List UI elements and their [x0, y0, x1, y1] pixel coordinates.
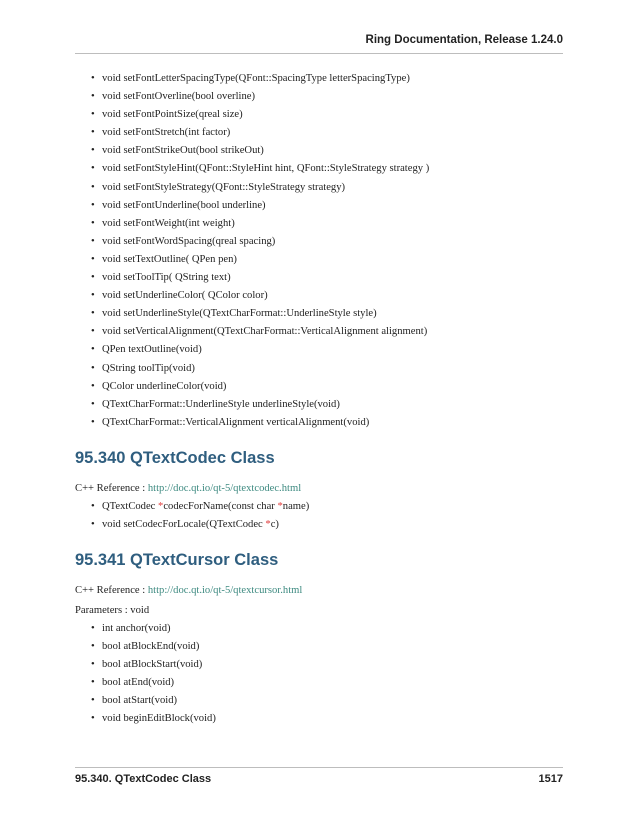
- list-item: • void setFontStyleStrategy(QFont::StyleStrategy strategy): [91, 181, 563, 195]
- list-item: • void setFontLetterSpacingType(QFont::SpacingType letterSpacingType): [91, 72, 563, 86]
- list-item: • void setCodecForLocale(QTextCodec *c): [91, 518, 563, 532]
- list-item: • QTextCodec *codecForName(const char *name): [91, 500, 563, 514]
- list-item: • void setFontOverline(bool overline): [91, 90, 563, 104]
- list-item: • void setFontWordSpacing(qreal spacing): [91, 235, 563, 249]
- section-heading-qtextcursor: 95.341 QTextCursor Class: [75, 550, 279, 569]
- list-item: • void setFontStrikeOut(bool strikeOut): [91, 144, 563, 158]
- list-item: • QPen textOutline(void): [91, 343, 563, 357]
- list-item: • bool atBlockStart(void): [91, 658, 563, 672]
- list-item: • void setToolTip( QString text): [91, 271, 563, 285]
- list-item: • void setFontStyleHint(QFont::StyleHint hint, QFont::StyleStrategy strategy ): [91, 162, 563, 176]
- page-content: [75, 72, 563, 730]
- list-item: • int anchor(void): [91, 622, 563, 636]
- list-item: • void setFontWeight(int weight): [91, 217, 563, 231]
- list-item: • void setUnderlineStyle(QTextCharFormat::UnderlineStyle style): [91, 307, 563, 321]
- list-item: • bool atStart(void): [91, 694, 563, 708]
- list-item: • bool atBlockEnd(void): [91, 640, 563, 654]
- list-item: • void setFontPointSize(qreal size): [91, 108, 563, 122]
- list-item: • QTextCharFormat::UnderlineStyle underlineStyle(void): [91, 398, 563, 412]
- list-item: • void setFontUnderline(bool underline): [91, 199, 563, 213]
- reference-label: C++ Reference :: [75, 584, 148, 596]
- reference-link[interactable]: http://doc.qt.io/qt-5/qtextcodec.html: [147, 482, 302, 494]
- list-item: • void setTextOutline( QPen pen): [91, 253, 563, 267]
- reference-label: C++ Reference :: [75, 482, 148, 494]
- method-list-qtextcharformat: [75, 72, 563, 430]
- list-item: • void beginEditBlock(void): [91, 712, 563, 726]
- page-number: 1517: [538, 773, 563, 785]
- doc-title: Ring Documentation, Release 1.24.0: [365, 34, 563, 46]
- page-footer: [75, 767, 563, 785]
- reference-link[interactable]: http://doc.qt.io/qt-5/qtextcursor.html: [147, 584, 303, 596]
- list-item: • void setVerticalAlignment(QTextCharFormat::VerticalAlignment alignment): [91, 325, 563, 339]
- list-item: • void setFontStretch(int factor): [91, 126, 563, 140]
- list-item: • void setUnderlineColor( QColor color): [91, 289, 563, 303]
- list-item: • QColor underlineColor(void): [91, 380, 563, 394]
- section-heading-qtextcodec: 95.340 QTextCodec Class: [75, 448, 275, 467]
- cpp-reference: [75, 584, 563, 598]
- cpp-reference: [75, 482, 563, 496]
- footer-section: 95.340. QTextCodec Class: [75, 773, 212, 785]
- method-list-qtextcursor: [75, 622, 563, 726]
- list-item: • QTextCharFormat::VerticalAlignment verticalAlignment(void): [91, 416, 563, 430]
- list-item: • QString toolTip(void): [91, 362, 563, 376]
- list-item: • bool atEnd(void): [91, 676, 563, 690]
- parameters-text: Parameters : void: [75, 604, 150, 616]
- method-list-qtextcodec: [75, 500, 563, 532]
- page-header: [75, 33, 563, 54]
